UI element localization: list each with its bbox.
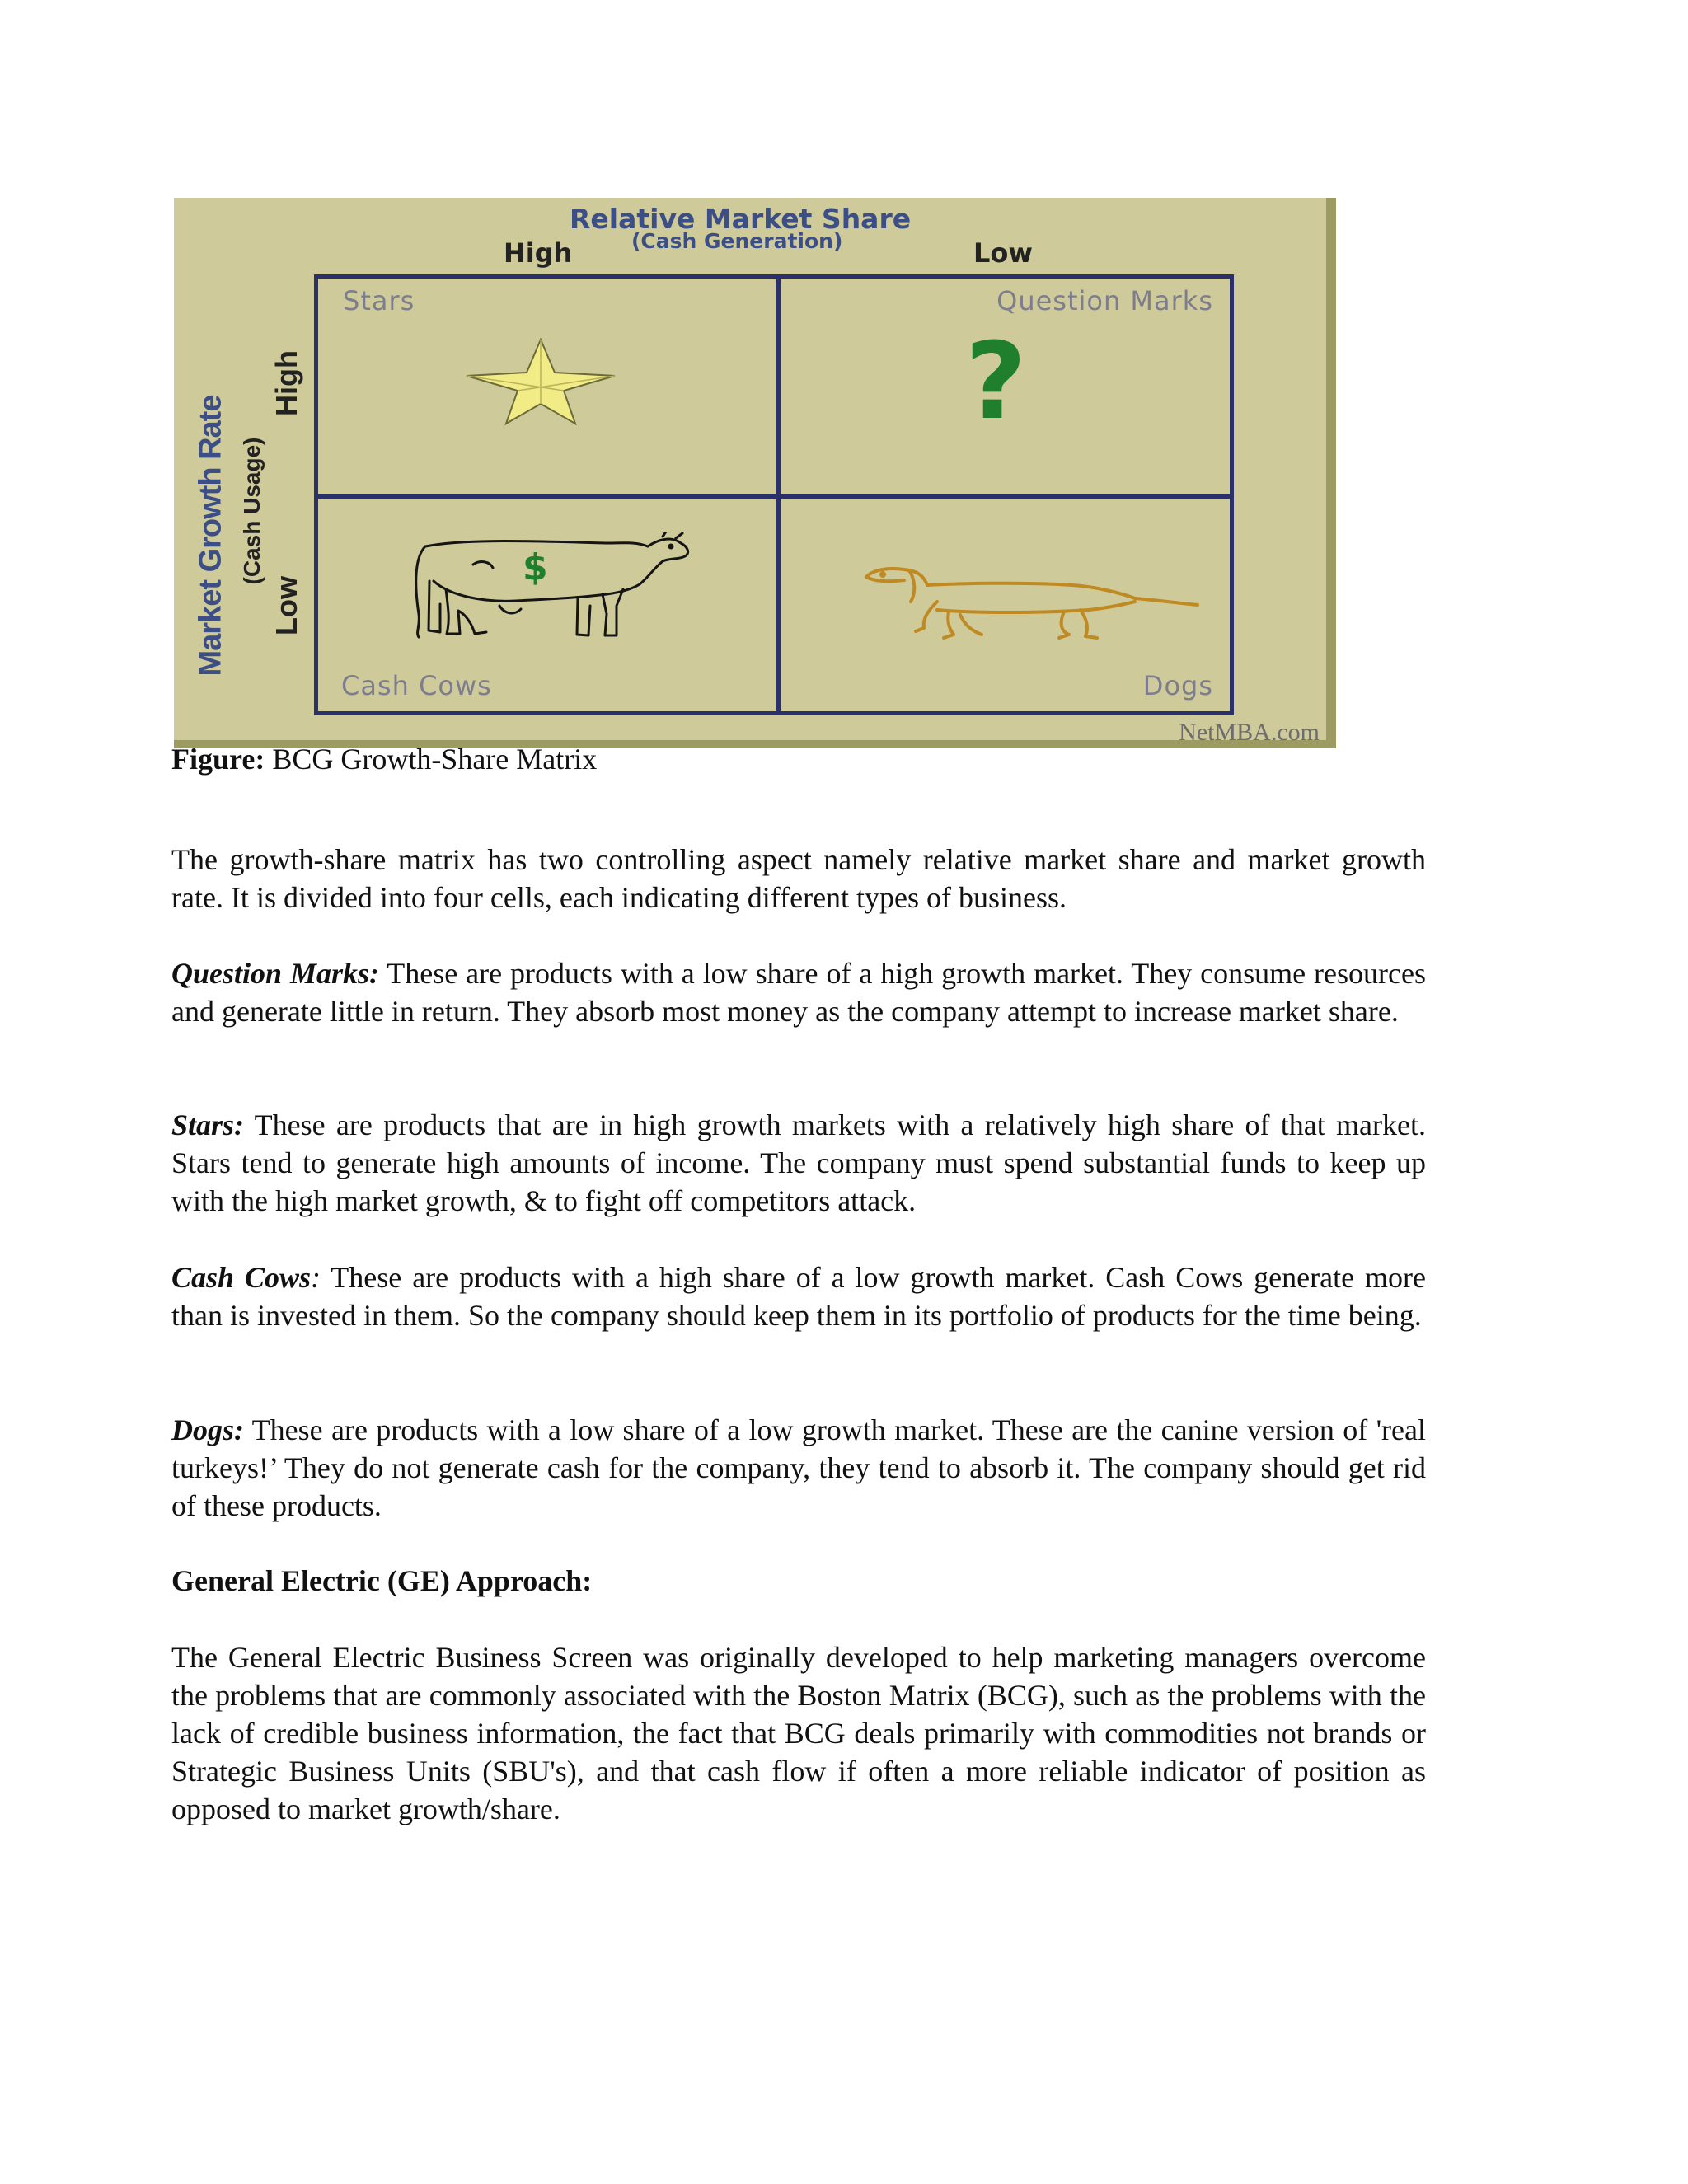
bcg-matrix-figure [174,198,1336,748]
stars-text: These are products that are in high growth markets with a relatively high share of that market. Stars tend to generate high amounts of income. The company must spend substantial funds to keep up with the high market growth, & to fight off competitors attack. [171,1108,1426,1217]
quadrant-label-dogs: Dogs [1142,670,1213,701]
y-axis-title: Market Growth Rate [193,395,228,677]
ge-paragraph: The General Electric Business Screen was originally developed to help marketing managers overcome the problems that are commonly associated with the Boston Matrix (BCG), such as the problems with the lack of credible business information, the fact that BCG deals primarily with commodities not brands or Strategic Business Units (SBU's), and that cash flow if often a more reliable indicator of position as opposed to market growth/share. [171,1641,1426,1825]
figure-panel [174,198,1326,746]
quadrant-label-cash-cows: Cash Cows [341,670,492,701]
intro-paragraph: The growth-share matrix has two controlling aspect namely relative market share and market growth rate. It is divided into four cells, each indicating different types of business. [171,843,1426,914]
horizontal-divider [318,494,1230,499]
cash-cows-paragraph [171,1258,1426,1334]
figure-caption [171,742,597,776]
dog-icon [858,552,1204,651]
quadrant-label-stars: Stars [343,285,415,316]
x-axis-low-label: Low [973,237,1033,269]
y-axis-subtitle: (Cash Usage) [239,437,265,585]
dollar-sign: $ [523,546,548,588]
caption-text: BCG Growth-Share Matrix [265,743,598,776]
watermark: NetMBA.com [1179,719,1320,746]
stars-paragraph [171,1106,1426,1220]
cash-cows-term-suffix: : [311,1261,321,1294]
x-axis-subtitle: (Cash Generation) [631,229,843,253]
x-axis-title: Relative Market Share [570,203,912,235]
cow-icon [401,532,697,659]
quadrant-label-question-marks: Question Marks [996,285,1213,316]
question-marks-paragraph [171,954,1426,1030]
question-marks-text: These are products with a low share of a high growth market. They consume resources and generate little in return. They absorb most money as the company attempt to increase market share. [171,957,1426,1028]
y-axis-low-label: Low [270,576,303,635]
y-axis-high-label: High [270,350,303,416]
dogs-term: Dogs: [171,1413,244,1446]
question-icon: ? [965,321,1027,443]
stars-term: Stars: [171,1108,245,1141]
dogs-paragraph [171,1411,1426,1525]
caption-label: Figure: [171,743,265,776]
x-axis-high-label: High [504,237,573,269]
cash-cows-term: Cash Cows [171,1261,312,1294]
ge-heading: General Electric (GE) Approach: [171,1564,593,1597]
cash-cows-text: These are products with a high share of a low growth market. Cash Cows generate more than is invested in them. So the company should keep them in its portfolio of products for the time being. [171,1261,1426,1332]
dogs-text: These are products with a low share of a low growth market. These are the canine version of 'real turkeys!’ They do not generate cash for the company, they tend to absorb it. The company should get rid of these products. [171,1413,1426,1522]
star-icon [458,336,623,427]
question-marks-term: Question Marks: [171,957,379,990]
